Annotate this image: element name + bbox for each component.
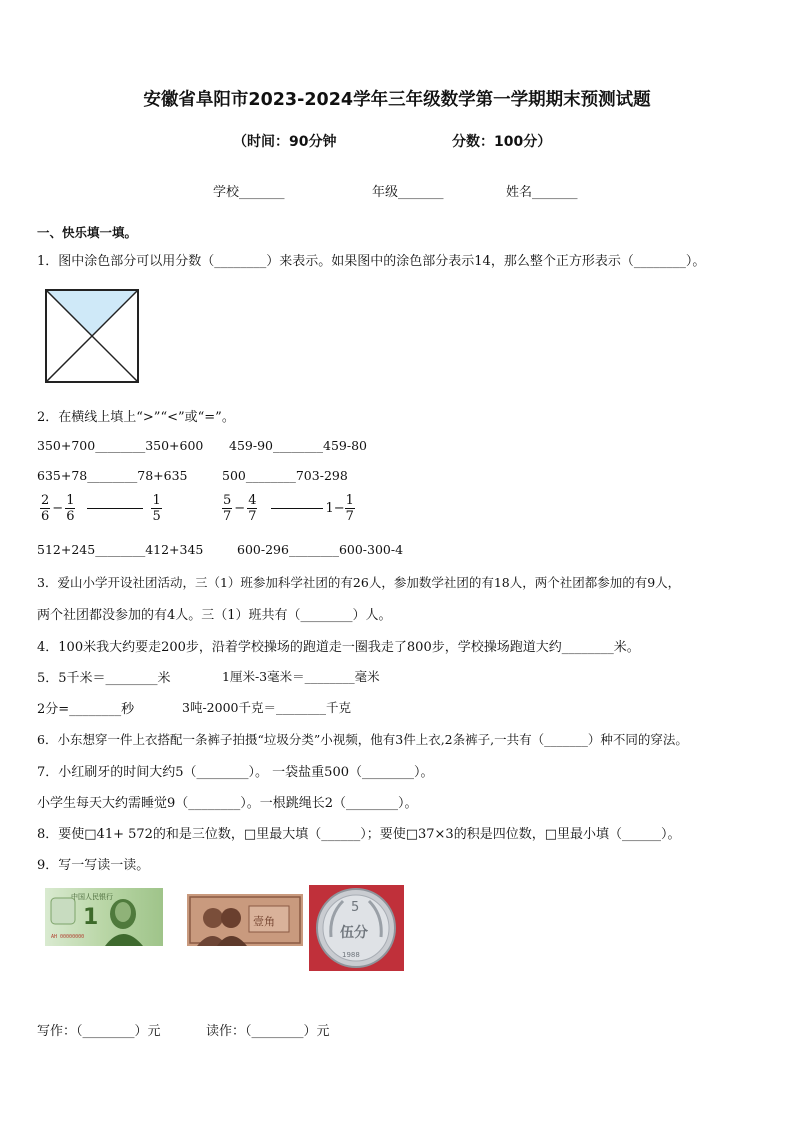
page-title: 安徽省阜阳市2023-2024学年三年级数学第一学期期末预测试题 xyxy=(143,90,651,110)
coin-year: 1988 xyxy=(342,951,360,959)
read-answer[interactable]: 读作：（________）元 xyxy=(206,1024,330,1039)
bank-name: 中国人民银行 xyxy=(71,893,113,901)
one-yuan-note-image xyxy=(45,888,163,946)
note-value: 壹角 xyxy=(253,915,275,928)
section-heading: 一、快乐填一填。 xyxy=(37,225,138,240)
compare-item: 600-296________600-300-4 xyxy=(237,542,404,557)
note-value: 1 xyxy=(83,905,99,930)
answer-blank[interactable] xyxy=(87,508,143,509)
fraction-compare-2: $\frac{5}{7}$ − $\frac{4}{7}$ 1− $\frac{1}{7}$ xyxy=(223,493,354,524)
shaded-triangle xyxy=(46,290,138,336)
question-3-line-1: 3．爱山小学开设社团活动，三（1）班参加科学社团的有26人，参加数学社团的有18人，两个社团都参加的有9人， xyxy=(37,575,681,590)
question-5b: 1厘米-3毫米＝________毫米 xyxy=(222,669,380,684)
question-5d: 3吨-2000千克＝________千克 xyxy=(182,700,351,715)
question-7b: 小学生每天大约需睡觉9（________）。一根跳绳长2（________）。 xyxy=(37,796,418,811)
question-7a: 7．小红刷牙的时间大约5（________）。 一袋盐重500（________）。 xyxy=(37,765,434,780)
fraction: $\frac{1}{7}$ xyxy=(345,493,354,524)
write-answer[interactable]: 写作：（________）元 xyxy=(37,1024,161,1039)
square-diagram xyxy=(44,288,140,384)
question-4: 4．100米我大约要走200步，沿着学校操场的跑道走一圈我走了800步，学校操场跑道大约________米。 xyxy=(37,640,640,655)
question-3-line-2: 两个社团都没参加的有4人。三（1）班共有（________）人。 xyxy=(37,608,392,623)
compare-item: 350+700________350+600 xyxy=(37,438,204,453)
question-5a: 5．5千米＝________米 xyxy=(37,671,171,686)
coin-value: 5 xyxy=(351,900,360,915)
one-jiao-note-image xyxy=(187,894,303,946)
question-5c: 2分=________秒 xyxy=(37,702,135,717)
compare-item: 512+245________412+345 xyxy=(37,542,204,557)
grade-field[interactable]: 年级_______ xyxy=(372,185,444,200)
five-fen-coin-image xyxy=(309,885,404,971)
fraction: $\frac{1}{6}$ xyxy=(66,493,75,524)
compare-item: 635+78________78+635 xyxy=(37,468,188,483)
coin-text: 伍分 xyxy=(340,925,368,941)
answer-blank[interactable] xyxy=(271,508,323,509)
name-field[interactable]: 姓名_______ xyxy=(506,185,578,200)
exam-time: （时间：90分钟 xyxy=(233,134,337,150)
compare-item: 459-90________459-80 xyxy=(229,438,367,453)
question-9: 9．写一写读一读。 xyxy=(37,858,150,873)
serial-number: AH 00000000 xyxy=(51,934,85,940)
question-8: 8．要使□41+ 572的和是三位数，□里最大填（______）；要使□37×3的积是四位数，□里最小填（______）。 xyxy=(37,827,681,842)
question-2: 2．在横线上填上“>”“<”或“=”。 xyxy=(37,410,235,425)
fraction: $\frac{5}{7}$ xyxy=(223,493,232,524)
compare-item: 500________703-298 xyxy=(222,468,348,483)
exam-score: 分数：100分） xyxy=(452,134,552,150)
fraction: $\frac{4}{7}$ xyxy=(248,493,257,524)
question-1: 1．图中涂色部分可以用分数（________）来表示。如果图中的涂色部分表示14，那么整个正方形表示（________）。 xyxy=(37,254,706,269)
fraction: $\frac{2}{6}$ xyxy=(41,493,50,524)
school-field[interactable]: 学校_______ xyxy=(213,185,285,200)
fraction: $\frac{1}{5}$ xyxy=(152,493,161,524)
question-6: 6．小东想穿一件上衣搭配一条裤子拍摄“垃圾分类”小视频，他有3件上衣,2条裤子,一共有（_______）种不同的穿法。 xyxy=(37,732,688,747)
fraction-compare-1: $\frac{2}{6}$ − $\frac{1}{6}$ $\frac{1}{5}$ xyxy=(41,493,161,524)
